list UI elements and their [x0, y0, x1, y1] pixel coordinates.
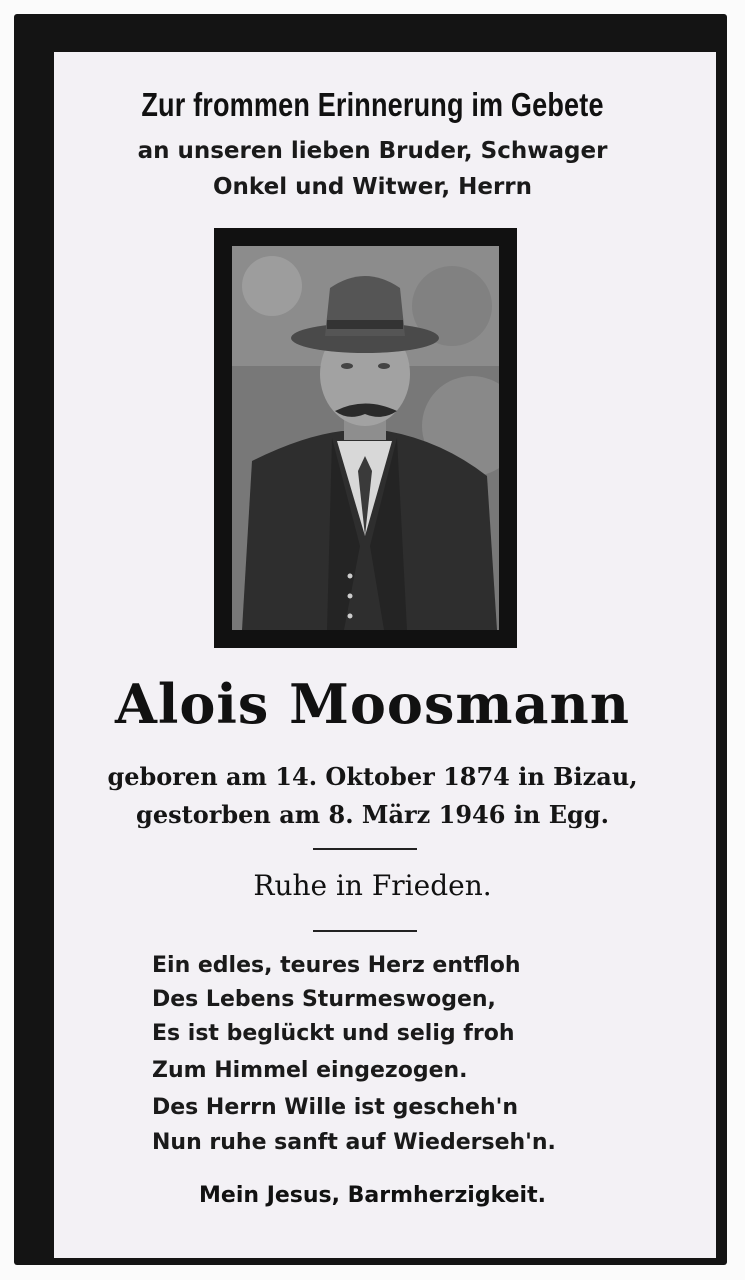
rest-in-peace: Ruhe in Frieden.: [253, 869, 492, 902]
verse-line: Zum Himmel eingezogen.: [152, 1058, 468, 1083]
portrait-photo: [232, 246, 499, 630]
dedication-line-1: an unseren lieben Bruder, Schwager: [137, 138, 608, 164]
death-line: gestorben am 8. März 1946 in Egg.: [136, 800, 609, 829]
dedication-line-2: Onkel und Witwer, Herrn: [212, 174, 533, 200]
verse-line: Des Lebens Sturmeswogen,: [152, 987, 496, 1012]
verse-line: Ein edles, teures Herz entfloh: [152, 953, 521, 978]
verse-line: Des Herrn Wille ist gescheh'n: [152, 1095, 519, 1120]
verse-line: Es ist beglückt und selig froh: [152, 1021, 515, 1046]
closing-prayer: Mein Jesus, Barmherzigkeit.: [199, 1183, 546, 1208]
card-heading: Zur frommen Erinnerung im Gebete: [141, 86, 604, 123]
birth-line: geboren am 14. Oktober 1874 in Bizau,: [107, 762, 638, 791]
divider-bottom: [313, 930, 417, 932]
deceased-name: Alois Moosmann: [114, 672, 630, 736]
portrait-illustration: [232, 246, 499, 630]
divider-top: [313, 848, 417, 850]
portrait-frame: [214, 228, 517, 648]
verse-line: Nun ruhe sanft auf Wiederseh'n.: [152, 1130, 556, 1155]
